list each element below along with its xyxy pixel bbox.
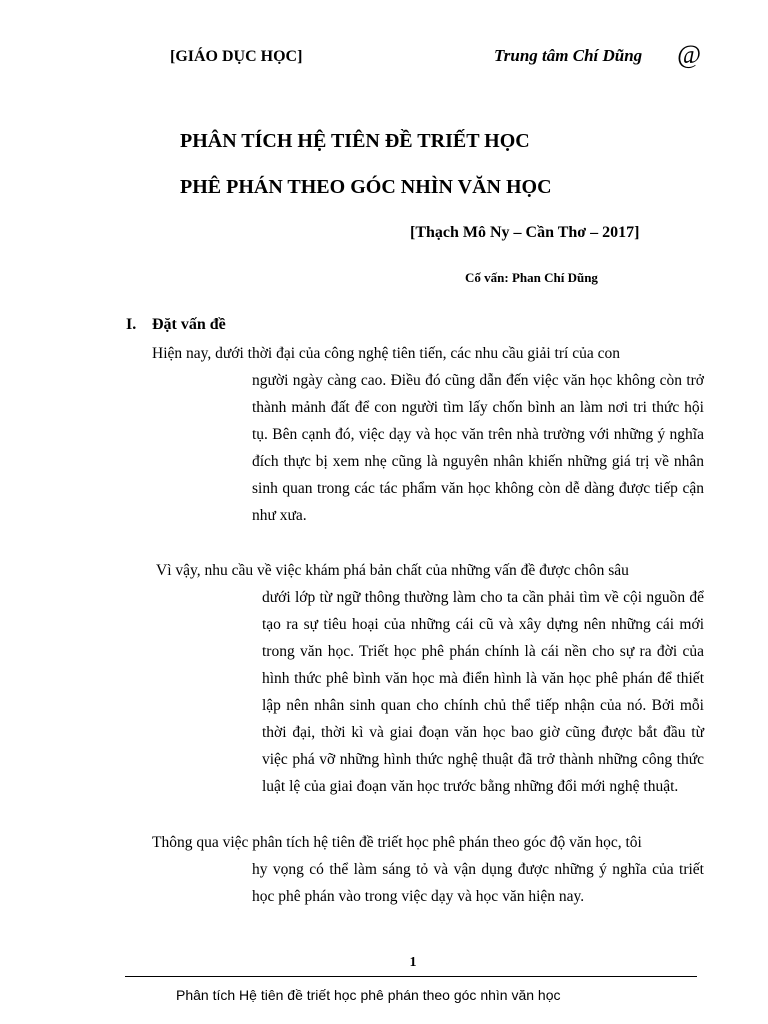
advisor-credit: Cố vấn: Phan Chí Dũng [465,270,598,285]
header-category: [GIÁO DỤC HỌC] [170,48,303,65]
paragraph-3-first-line: Thông qua việc phân tích hệ tiên đề triết học phê phán theo góc độ văn học, tôi [152,834,642,851]
paragraph-3-body: hy vọng có thể làm sáng tỏ và vận dụng được những ý nghĩa của triết học phê phán vào trong việc dạy và học văn hiện nay. [252,861,704,905]
document-title-line-2: PHÊ PHÁN THEO GÓC NHÌN VĂN HỌC [180,176,552,198]
section-title: Đặt vấn đề [152,316,226,333]
footer-text: Phân tích Hệ tiên đề triết học phê phán theo góc nhìn văn học [176,987,561,1003]
document-title-line-1: PHÂN TÍCH HỆ TIÊN ĐỀ TRIẾT HỌC [180,130,530,152]
section-number: I. [126,316,137,333]
page-number: 1 [409,955,417,970]
paragraph-1 [152,340,704,529]
paragraph-2 [156,557,704,800]
header-organization: Trung tâm Chí Dũng [494,46,643,65]
author-byline: [Thạch Mô Ny – Cần Thơ – 2017] [410,224,640,241]
paragraph-3 [152,829,704,910]
footer-divider [125,976,697,977]
paragraph-1-first-line: Hiện nay, dưới thời đại của công nghệ tiên tiến, các nhu cầu giải trí của con [152,345,620,362]
paragraph-2-body: dưới lớp từ ngữ thông thường làm cho ta cần phải tìm về cội nguồn để tạo ra sự tiêu hoại của những cái cũ và xây dựng nên những cái mới trong văn học. Triết học phê phán chính là cái nền cho sự ra đời của hình thức phê bình văn học mà điển hình là văn học phê phán để thiết lập nên nhân sinh quan cho chính chủ thể tiếp nhận của nó. Bởi mỗi thời đại, thời kì và giai đoạn văn học bao giờ cũng được bắt đầu từ việc phá vỡ những hình thức nghệ thuật đã trở thành những công thức luật lệ của giai đoạn văn học trước bằng những đổi mới nghệ thuật. [262,589,704,795]
paragraph-2-first-line: Vì vậy, nhu cầu về việc khám phá bản chất của những vấn đề được chôn sâu [156,562,629,579]
at-sign-logo-icon: @ [677,40,701,69]
paragraph-1-body: người ngày càng cao. Điều đó cũng dẫn đến việc văn học không còn trở thành mảnh đất để con người tìm lấy chốn bình an làm nơi tri thức hội tụ. Bên cạnh đó, việc dạy và học văn trên nhà trường với những ý nghĩa đích thực bị xem nhẹ cũng là nguyên nhân khiến những giá trị về nhân sinh quan trong các tác phẩm văn học không còn dễ dàng được tiếp cận như xưa. [252,372,704,524]
